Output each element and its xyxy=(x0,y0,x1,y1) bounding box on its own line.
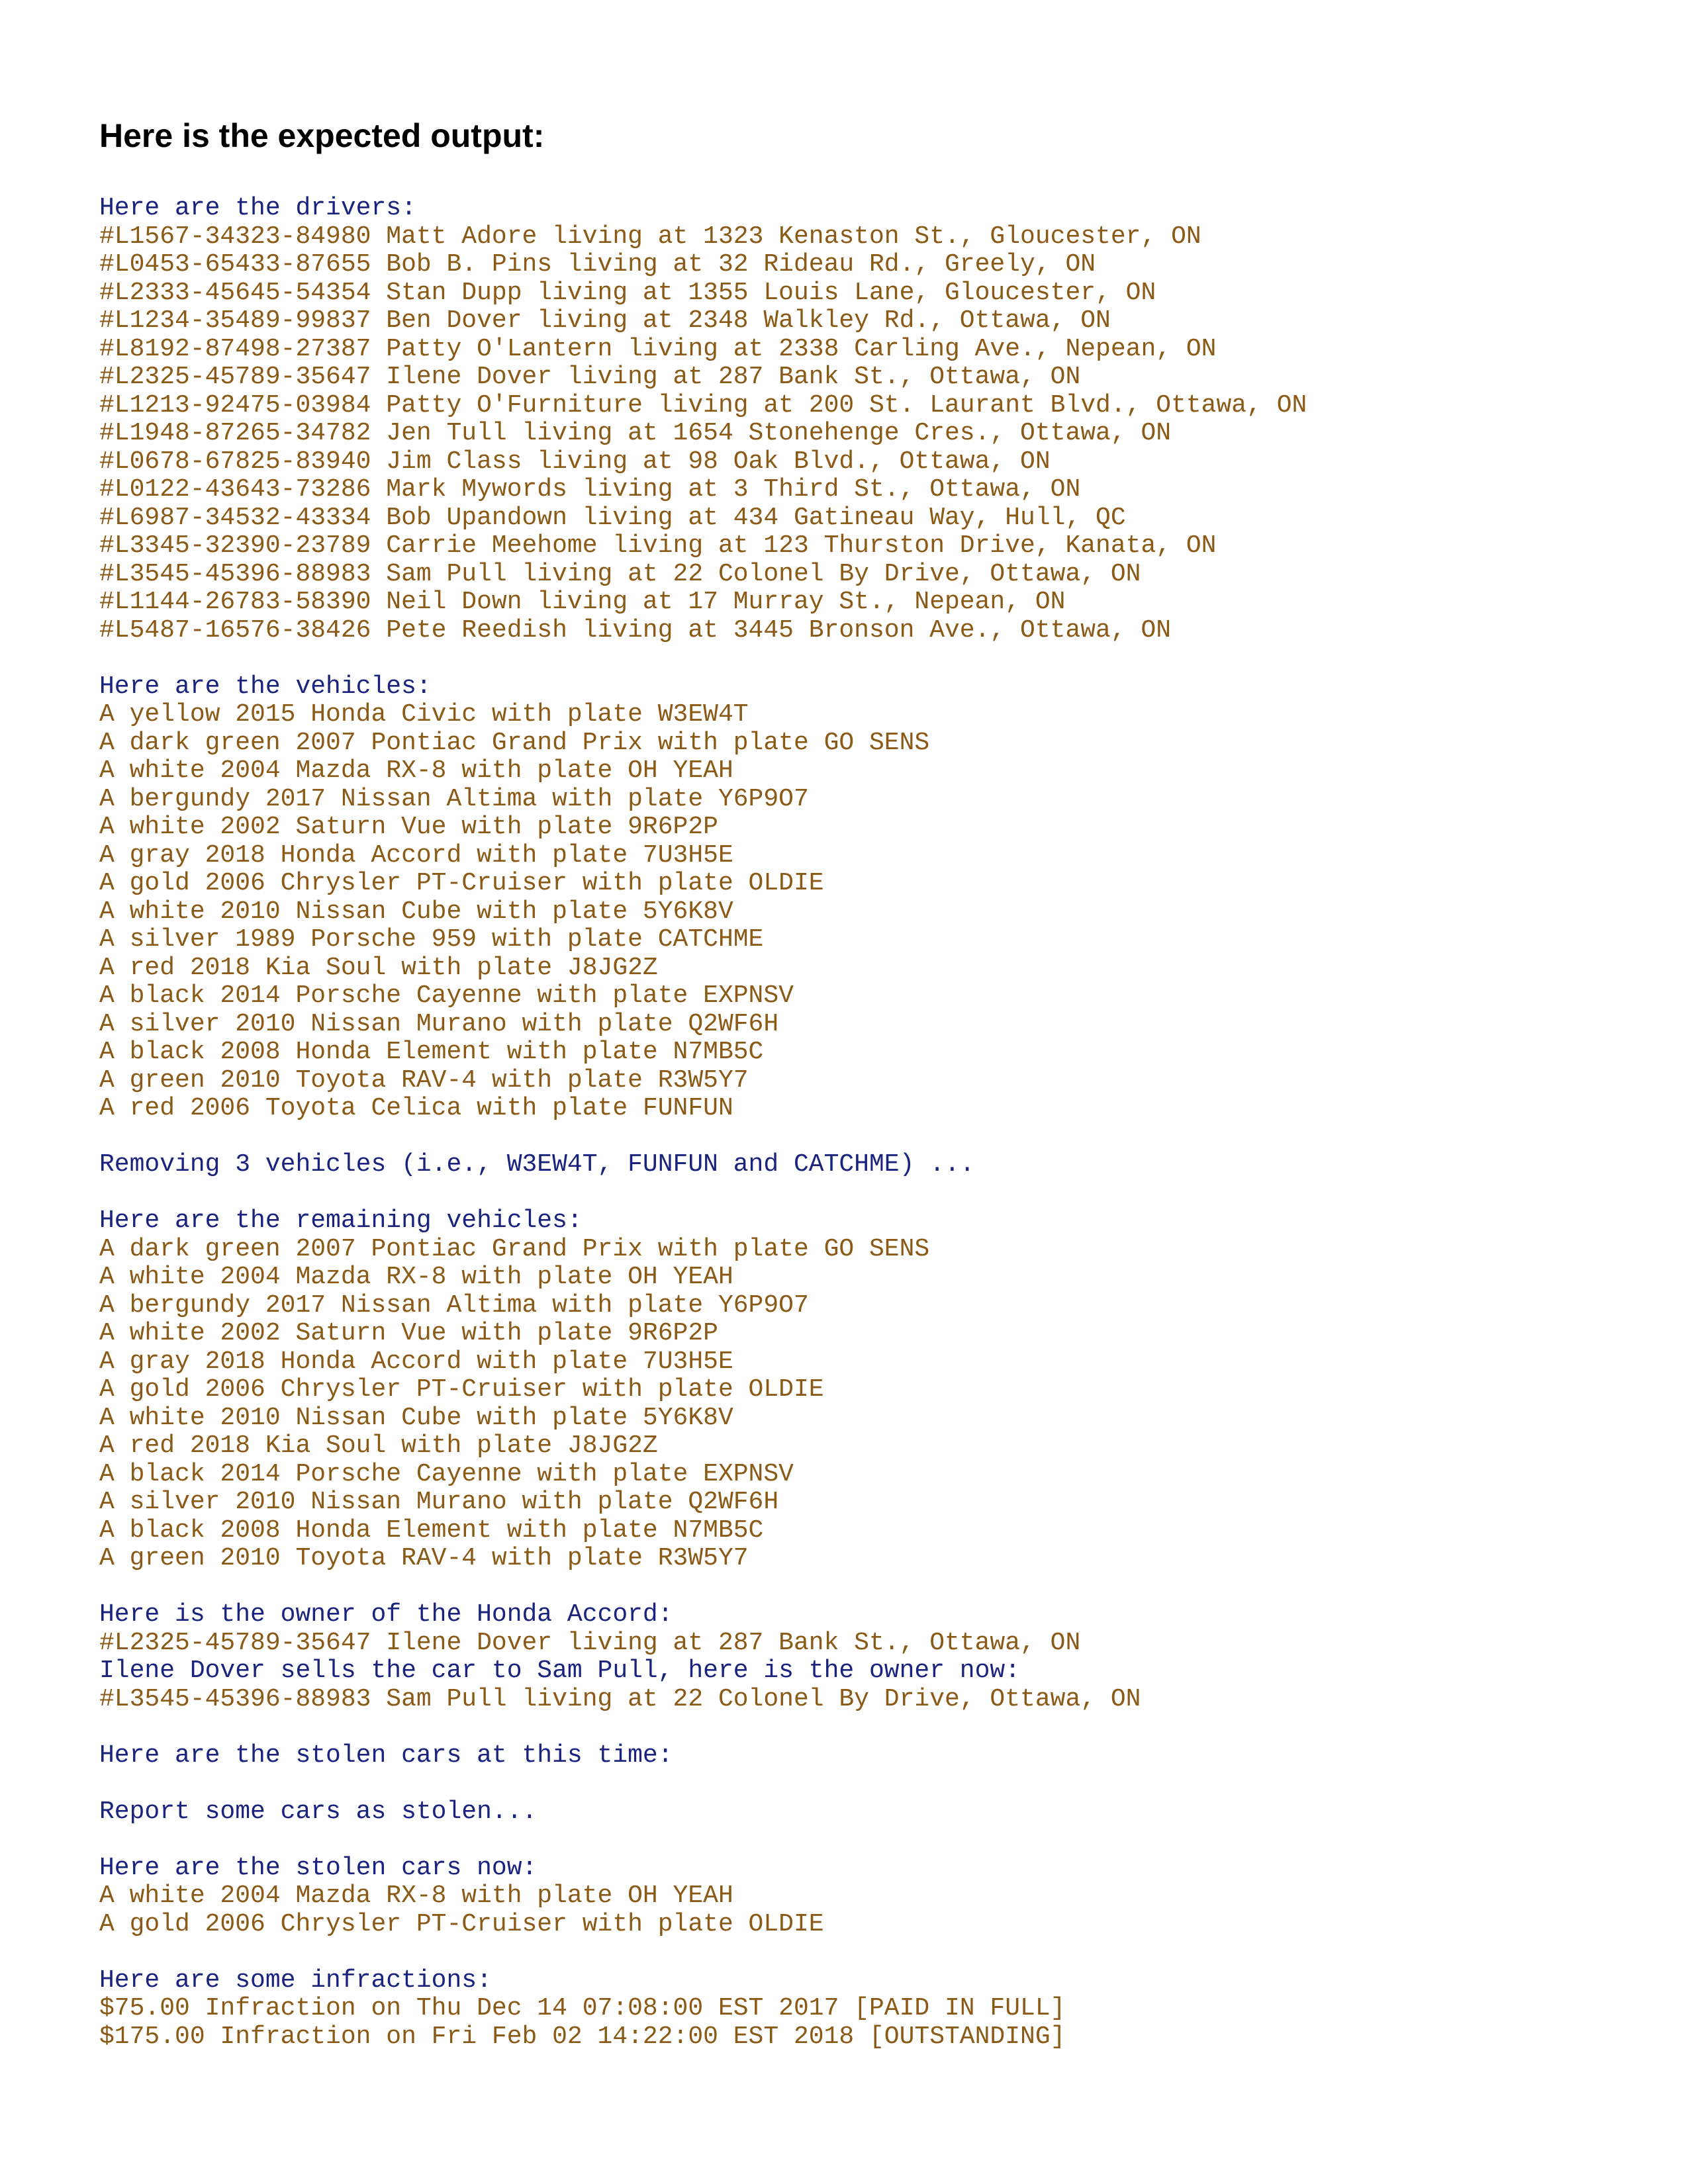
output-data-line: #L0453-65433-87655 Bob B. Pins living at 32 Rideau Rd., Greely, ON xyxy=(99,250,1096,279)
output-message-line: Here are some infractions: xyxy=(99,1966,492,1995)
output-data-line: A dark green 2007 Pontiac Grand Prix with plate GO SENS xyxy=(99,728,930,757)
output-data-line: #L2325-45789-35647 Ilene Dover living at 287 Bank St., Ottawa, ON xyxy=(99,363,1081,391)
output-data-line: #L2325-45789-35647 Ilene Dover living at 287 Bank St., Ottawa, ON xyxy=(99,1628,1081,1657)
output-data-line: A white 2002 Saturn Vue with plate 9R6P2P xyxy=(99,1319,718,1347)
output-data-line: A dark green 2007 Pontiac Grand Prix with plate GO SENS xyxy=(99,1234,930,1263)
output-data-line: A white 2010 Nissan Cube with plate 5Y6K8V xyxy=(99,897,733,926)
output-data-line: A white 2004 Mazda RX-8 with plate OH YEAH xyxy=(99,756,733,785)
output-section xyxy=(99,1798,1622,1827)
output-data-line: A bergundy 2017 Nissan Altima with plate Y6P9O7 xyxy=(99,1291,809,1320)
output-data-line: $75.00 Infraction on Thu Dec 14 07:08:00 EST 2017 [PAID IN FULL] xyxy=(99,1994,1066,2023)
output-message-line: Here are the remaining vehicles: xyxy=(99,1206,583,1235)
output-message-line: Removing 3 vehicles (i.e., W3EW4T, FUNFUN and CATCHME) ... xyxy=(99,1150,975,1179)
output-data-line: #L5487-16576-38426 Pete Reedish living at 3445 Bronson Ave., Ottawa, ON xyxy=(99,615,1172,645)
output-message-line: Here is the owner of the Honda Accord: xyxy=(99,1600,673,1629)
output-data-line: A white 2002 Saturn Vue with plate 9R6P2P xyxy=(99,813,718,841)
output-data-line: A red 2018 Kia Soul with plate J8JG2Z xyxy=(99,953,658,982)
output-message-line: Here are the stolen cars now: xyxy=(99,1853,538,1882)
output-data-line: A red 2006 Toyota Celica with plate FUNFUN xyxy=(99,1094,733,1122)
output-data-line: #L1213-92475-03984 Patty O'Furniture living at 200 St. Laurant Blvd., Ottawa, ON xyxy=(99,390,1307,420)
output-data-line: A gold 2006 Chrysler PT-Cruiser with plate OLDIE xyxy=(99,1909,824,1938)
output-data-line: A gray 2018 Honda Accord with plate 7U3H5E xyxy=(99,841,733,870)
output-data-line: A gold 2006 Chrysler PT-Cruiser with plate OLDIE xyxy=(99,869,824,897)
output-message-line: Here are the vehicles: xyxy=(99,672,432,701)
output-message-line: Ilene Dover sells the car to Sam Pull, here is the owner now: xyxy=(99,1657,1021,1685)
output-data-line: A red 2018 Kia Soul with plate J8JG2Z xyxy=(99,1432,658,1460)
output-data-line: A yellow 2015 Honda Civic with plate W3EW4T xyxy=(99,700,749,729)
output-data-line: A gray 2018 Honda Accord with plate 7U3H5E xyxy=(99,1347,733,1376)
output-data-line: A green 2010 Toyota RAV-4 with plate R3W5Y7 xyxy=(99,1544,749,1572)
output-data-line: A black 2008 Honda Element with plate N7MB5C xyxy=(99,1516,764,1545)
output-section xyxy=(99,1151,1622,1179)
document-page xyxy=(99,113,1622,2079)
output-section xyxy=(99,1967,1622,2052)
output-data-line: A silver 2010 Nissan Murano with plate Q2WF6H xyxy=(99,1009,779,1038)
output-data-line: A black 2014 Porsche Cayenne with plate EXPNSV xyxy=(99,981,794,1010)
output-data-line: #L1948-87265-34782 Jen Tull living at 1654 Stonehenge Cres., Ottawa, ON xyxy=(99,419,1172,447)
output-data-line: #L1144-26783-58390 Neil Down living at 17 Murray St., Nepean, ON xyxy=(99,588,1066,616)
output-data-line: A white 2004 Mazda RX-8 with plate OH YEAH xyxy=(99,1263,733,1291)
output-section xyxy=(99,1207,1622,1573)
output-data-line: A black 2014 Porsche Cayenne with plate EXPNSV xyxy=(99,1459,794,1488)
output-data-line: #L1567-34323-84980 Matt Adore living at 1323 Kenaston St., Gloucester, ON xyxy=(99,222,1201,251)
output-message-line: Here are the stolen cars at this time: xyxy=(99,1741,673,1770)
output-data-line: #L0678-67825-83940 Jim Class living at 98 Oak Blvd., Ottawa, ON xyxy=(99,447,1051,476)
output-data-line: A silver 1989 Porsche 959 with plate CATCHME xyxy=(99,925,764,954)
program-output xyxy=(99,195,1622,2051)
output-message-line: Report some cars as stolen... xyxy=(99,1797,538,1826)
output-section xyxy=(99,1854,1622,1939)
output-data-line: A green 2010 Toyota RAV-4 with plate R3W5Y7 xyxy=(99,1066,749,1095)
output-data-line: #L8192-87498-27387 Patty O'Lantern living at 2338 Carling Ave., Nepean, ON xyxy=(99,334,1217,363)
output-data-line: #L3545-45396-88983 Sam Pull living at 22 Colonel By Drive, Ottawa, ON xyxy=(99,1684,1141,1713)
output-data-line: #L3345-32390-23789 Carrie Meehome living at 123 Thurston Drive, Kanata, ON xyxy=(99,531,1217,560)
output-data-line: $175.00 Infraction on Fri Feb 02 14:22:00 EST 2018 [OUTSTANDING] xyxy=(99,2022,1066,2051)
output-data-line: #L0122-43643-73286 Mark Mywords living at 3 Third St., Ottawa, ON xyxy=(99,475,1081,504)
output-data-line: A black 2008 Honda Element with plate N7MB5C xyxy=(99,1038,764,1066)
output-section xyxy=(99,673,1622,1123)
page-heading: Here is the expected output: xyxy=(99,117,545,154)
output-section xyxy=(99,1601,1622,1713)
output-data-line: A gold 2006 Chrysler PT-Cruiser with plate OLDIE xyxy=(99,1375,824,1404)
output-data-line: A silver 2010 Nissan Murano with plate Q2WF6H xyxy=(99,1488,779,1516)
output-data-line: #L3545-45396-88983 Sam Pull living at 22 Colonel By Drive, Ottawa, ON xyxy=(99,559,1141,588)
output-data-line: A bergundy 2017 Nissan Altima with plate Y6P9O7 xyxy=(99,784,809,813)
output-data-line: #L2333-45645-54354 Stan Dupp living at 1355 Louis Lane, Gloucester, ON xyxy=(99,278,1156,307)
output-data-line: A white 2004 Mazda RX-8 with plate OH YEAH xyxy=(99,1882,733,1910)
output-data-line: A white 2010 Nissan Cube with plate 5Y6K8V xyxy=(99,1403,733,1432)
output-section xyxy=(99,195,1622,645)
output-data-line: #L6987-34532-43334 Bob Upandown living at 434 Gatineau Way, Hull, QC xyxy=(99,503,1126,532)
output-message-line: Here are the drivers: xyxy=(99,194,416,222)
output-data-line: #L1234-35489-99837 Ben Dover living at 2348 Walkley Rd., Ottawa, ON xyxy=(99,306,1111,335)
output-section xyxy=(99,1742,1622,1770)
